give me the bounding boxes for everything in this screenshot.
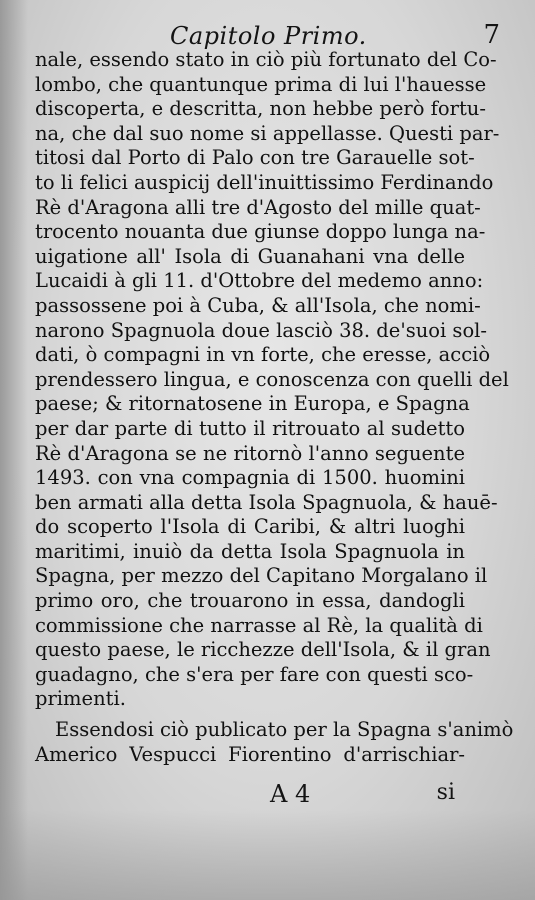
text-line: passossene poi à Cuba, & all'Isola, che nomi- — [35, 293, 481, 317]
text-line: Lucaidi à gli 11. d'Ottobre del medemo anno: — [35, 269, 484, 293]
text-line: paese; & ritornatosene in Europa, e Spagna — [35, 392, 470, 416]
text-line: to li felici auspicij dell'inuittissimo Ferdinando — [35, 170, 494, 194]
text-line: ben armati alla detta Isola Spagnuola, & hauē- — [35, 490, 498, 514]
signature-mark: A 4 — [270, 780, 311, 808]
text-line: discoperta, e descritta, non hebbe però fortu- — [35, 97, 486, 121]
page-footer — [35, 780, 465, 812]
page-bottom-shade — [0, 810, 535, 900]
text-line: do scoperto l'Isola di Caribi, & altri luoghi — [35, 515, 465, 539]
gutter-shadow — [0, 0, 28, 900]
page-number: 7 — [483, 20, 500, 50]
running-head: Capitolo Primo. — [170, 22, 367, 50]
catchword: si — [436, 780, 455, 805]
text-line: Rè d'Aragona se ne ritornò l'anno seguente — [35, 441, 465, 465]
text-line: uigatione all' Isola di Guanahani vna delle — [35, 244, 465, 268]
text-line: lombo, che quantunque prima di lui l'hauesse — [35, 72, 487, 96]
text-line: questo paese, le ricchezze dell'Isola, & il gran — [35, 638, 491, 662]
text-line: commissione che narrasse al Rè, la qualità di — [35, 613, 483, 637]
text-line: primo oro, che trouarono in essa, dandogli — [35, 589, 465, 613]
body-text — [35, 48, 514, 767]
text-line: Americo Vespucci Fiorentino d'arrischiar- — [35, 742, 465, 766]
text-line: na, che dal suo nome si appellasse. Questi par- — [35, 121, 500, 145]
text-line: nale, essendo stato in ciò più fortunato del Co- — [35, 48, 497, 71]
text-line: titosi dal Porto di Palo con tre Garauelle sot- — [35, 146, 475, 170]
text-line: guadagno, che s'era per fare con questi sco- — [35, 662, 474, 686]
text-line: dati, ò compagni in vn forte, che eresse, acciò — [35, 343, 491, 367]
text-line: narono Spagnuola doue lasciò 38. de'suoi sol- — [35, 318, 488, 342]
text-line: trocento nouanta due giunse doppo lunga na- — [35, 220, 486, 244]
text-line: Rè d'Aragona alli tre d'Agosto del mille quat- — [35, 195, 481, 219]
text-line: per dar parte di tutto il ritrouato al sudetto — [35, 416, 465, 440]
text-line: Spagna, per mezzo del Capitano Morgalano il — [35, 564, 488, 588]
text-line: 1493. con vna compagnia di 1500. huomini — [35, 466, 465, 490]
text-line: maritimi, inuiò da detta Isola Spagnuola in — [35, 539, 465, 563]
text-line: primenti. — [35, 687, 126, 711]
text-line: Essendosi ciò publicato per la Spagna s'animò — [55, 718, 514, 742]
text-line: prendessero lingua, e conoscenza con quelli del — [35, 367, 509, 391]
